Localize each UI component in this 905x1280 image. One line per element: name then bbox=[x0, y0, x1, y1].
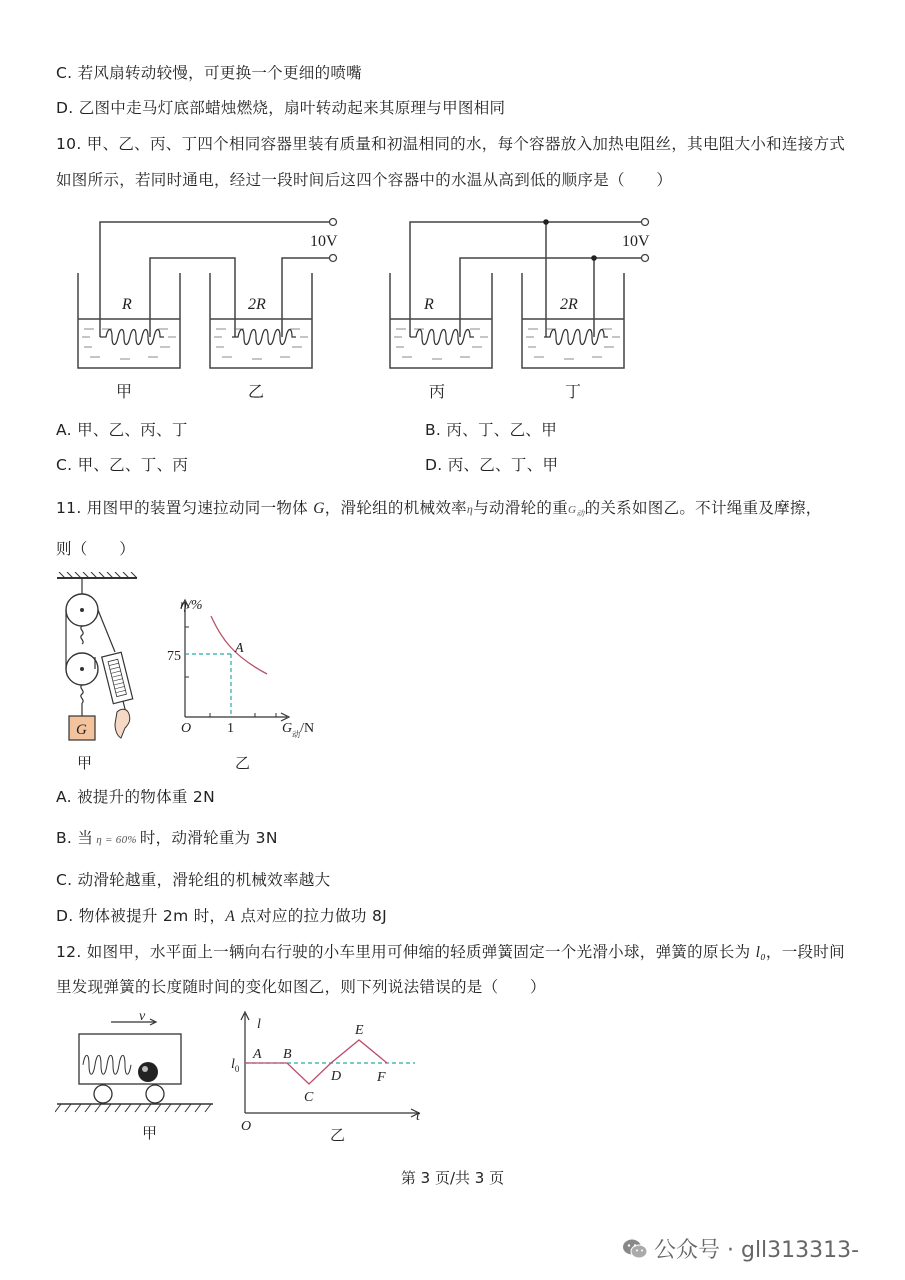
velocity-label: v bbox=[139, 1009, 146, 1024]
point-b: B bbox=[283, 1047, 292, 1062]
q10-option-c: C. 甲、乙、丁、丙 bbox=[56, 456, 189, 474]
origin-label: O bbox=[241, 1119, 252, 1134]
origin-label: O bbox=[181, 721, 192, 736]
container-label-jia: 甲 bbox=[116, 384, 133, 401]
resistor-label-yi: 2R bbox=[248, 296, 266, 313]
container-label-yi: 乙 bbox=[248, 384, 265, 401]
y-tick-l0: $l_0$ bbox=[231, 1057, 240, 1074]
y-axis-label: l bbox=[257, 1017, 261, 1032]
q11-option-a: A. 被提升的物体重 2N bbox=[56, 788, 215, 806]
resistor-label-ding: 2R bbox=[560, 296, 578, 313]
y-axis-label: η/% bbox=[180, 598, 203, 613]
x-tick-1: 1 bbox=[227, 721, 234, 736]
x-axis-label: $G_动/N$ bbox=[282, 721, 315, 739]
point-d: D bbox=[331, 1069, 342, 1084]
weight-label: G bbox=[76, 722, 87, 738]
x-axis-label: t bbox=[416, 1109, 420, 1124]
label-jia: 甲 bbox=[77, 756, 93, 772]
container-label-ding: 丁 bbox=[565, 384, 582, 401]
q11-option-c: C. 动滑轮越重，滑轮组的机械效率越大 bbox=[56, 871, 331, 889]
q9-option-c: C. 若风扇转动较慢，可更换一个更细的喷嘴 bbox=[56, 64, 362, 82]
q11-figure bbox=[55, 572, 345, 777]
y-tick-75: 75 bbox=[167, 649, 181, 664]
q12-stem-line2: 里发现弹簧的长度随时间的变化如图乙，则下列说法错误的是（ ） bbox=[56, 978, 546, 996]
page-footer: 第 3 页/共 3 页 bbox=[400, 1169, 505, 1187]
q10-option-a: A. 甲、乙、丙、丁 bbox=[56, 421, 188, 439]
resistor-label-jia: R bbox=[122, 296, 132, 313]
resistor-label-bing: R bbox=[424, 296, 434, 313]
wechat-icon bbox=[622, 1238, 648, 1260]
container-label-bing: 丙 bbox=[429, 384, 446, 401]
q10-circuit-figure bbox=[60, 205, 680, 405]
q10-option-b: B. 丙、丁、乙、甲 bbox=[425, 421, 557, 439]
point-f: F bbox=[377, 1070, 386, 1085]
point-a-label: A bbox=[235, 641, 244, 656]
q9-option-d: D. 乙图中走马灯底部蜡烛燃烧，扇叶转动起来其原理与甲图相同 bbox=[56, 99, 506, 117]
voltage-label-left: 10V bbox=[310, 233, 338, 250]
q11-option-d: D. 物体被提升 2m 时，A 点对应的拉力做功 8J bbox=[56, 907, 387, 925]
label-jia: 甲 bbox=[142, 1126, 158, 1142]
q10-stem-line1: 10. 甲、乙、丙、丁四个相同容器里装有质量和初温相同的水，每个容器放入加热电阻丝，其电阻大小和连接方式 bbox=[56, 135, 846, 153]
q10-stem-line2: 如图所示，若同时通电，经过一段时间后这四个容器中的水温从高到低的顺序是（ ） bbox=[56, 171, 673, 189]
label-yi: 乙 bbox=[330, 1128, 346, 1144]
voltage-label-right: 10V bbox=[622, 233, 650, 250]
q11-stem-line1: 11. 用图甲的装置匀速拉动同一物体 G，滑轮组的机械效率η与动滑轮的重$G_动$的关系如图乙。不计绳重及摩擦， bbox=[56, 499, 822, 519]
q12-stem-line1: 12. 如图甲，水平面上一辆向右行驶的小车里用可伸缩的轻质弹簧固定一个光滑小球，弹簧的原长为 l₀，一段时间 bbox=[56, 943, 845, 961]
point-a: A bbox=[253, 1047, 262, 1062]
q10-option-d: D. 丙、乙、丁、甲 bbox=[425, 456, 559, 474]
watermark: 公众号 · gll313313- bbox=[622, 1233, 859, 1264]
point-c: C bbox=[304, 1090, 314, 1105]
q12-figure bbox=[55, 1008, 440, 1150]
label-yi: 乙 bbox=[235, 756, 251, 772]
q11-option-b: B. 当 η = 60% 时，动滑轮重为 3N bbox=[56, 829, 278, 847]
point-e: E bbox=[355, 1023, 364, 1038]
q11-stem-line2: 则（ ） bbox=[56, 540, 136, 558]
